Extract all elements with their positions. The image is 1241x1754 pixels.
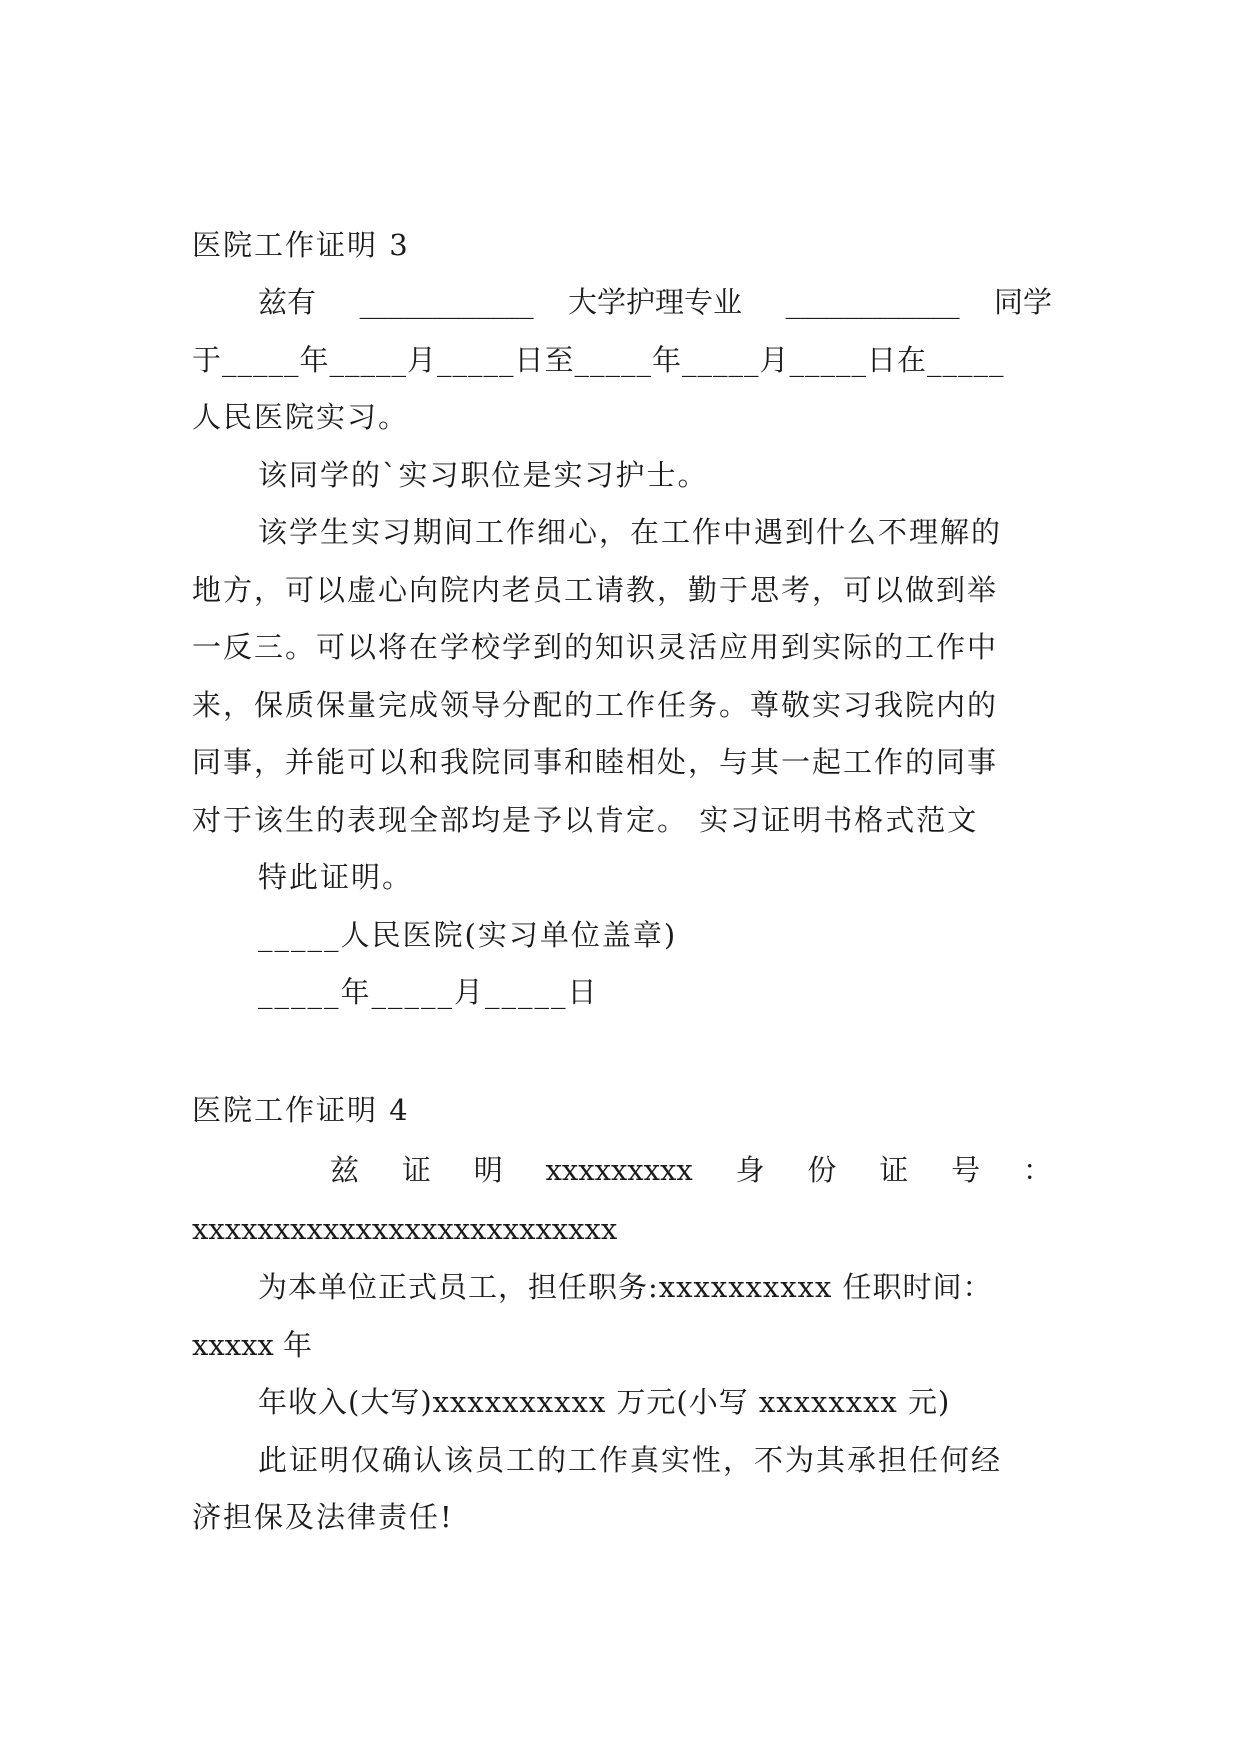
id-char-4: 号 (951, 1153, 981, 1187)
evaluation-line-6: 对于该生的表现全部均是予以肯定。 实习证明书格式范文 (192, 803, 979, 837)
id-number: xxxxxxxxxxxxxxxxxxxxxxxxxx (192, 1212, 618, 1246)
evaluation-line-4: 来，保质保量完成领导分配的工作任务。尊敬实习我院内的 (192, 688, 999, 722)
section3-heading: 医院工作证明 3 (192, 228, 410, 262)
student-name-blank: ____________ (785, 285, 960, 319)
id-char-1: 身 (735, 1153, 765, 1187)
hospital-line: 人民医院实习。 (192, 400, 410, 434)
employee-name: xxxxxxxxx (545, 1153, 693, 1187)
evaluation-line-5: 同事，并能可以和我院同事和睦相处，与其一起工作的同事 (192, 745, 999, 779)
id-char-3: 证 (879, 1153, 909, 1187)
id-char-2: 份 (807, 1153, 837, 1187)
position-line: 该同学的`实习职位是实习护士。 (258, 458, 709, 492)
evaluation-line-3: 一反三。可以将在学校学到的知识灵活应用到实际的工作中 (192, 630, 999, 664)
certify-char-3: 明 (473, 1153, 503, 1187)
duty-line-2: xxxxx 年 (192, 1328, 312, 1362)
university-blank: ____________ (359, 285, 534, 319)
date-line: _____年_____月_____日 (258, 975, 599, 1009)
classmate-text: 同学 (993, 285, 1052, 319)
note-line-1: 此证明仅确认该员工的工作真实性，不为其承担任何经 (258, 1443, 1003, 1477)
seal-line: _____人民医院(实习单位盖章) (258, 918, 678, 952)
internship-period-line: 于_____年_____月_____日至_____年_____月_____日在_____ (192, 343, 1005, 377)
certify-char-2: 证 (401, 1153, 431, 1187)
section4-heading: 医院工作证明 4 (192, 1093, 410, 1127)
income-line: 年收入(大写)xxxxxxxxxx 万元(小写 xxxxxxxx 元) (258, 1385, 951, 1419)
intro-prefix: 兹有 (258, 285, 326, 319)
evaluation-line-2: 地方，可以虚心向院内老员工请教，勤于思考，可以做到举 (192, 573, 999, 607)
certify-char-1: 兹 (330, 1153, 360, 1187)
section3-intro-line (258, 282, 1052, 322)
note-line-2: 济担保及法律责任! (192, 1500, 454, 1534)
id-colon: ： (1022, 1153, 1052, 1187)
duty-line-1: 为本单位正式员工，担任职务:xxxxxxxxxx 任职时间： (258, 1270, 993, 1304)
major-text: 大学护理专业 (567, 285, 752, 319)
certify-row (330, 1150, 1052, 1190)
evaluation-line-1: 该学生实习期间工作细心，在工作中遇到什么不理解的 (258, 515, 1003, 549)
closing-line: 特此证明。 (258, 860, 414, 894)
